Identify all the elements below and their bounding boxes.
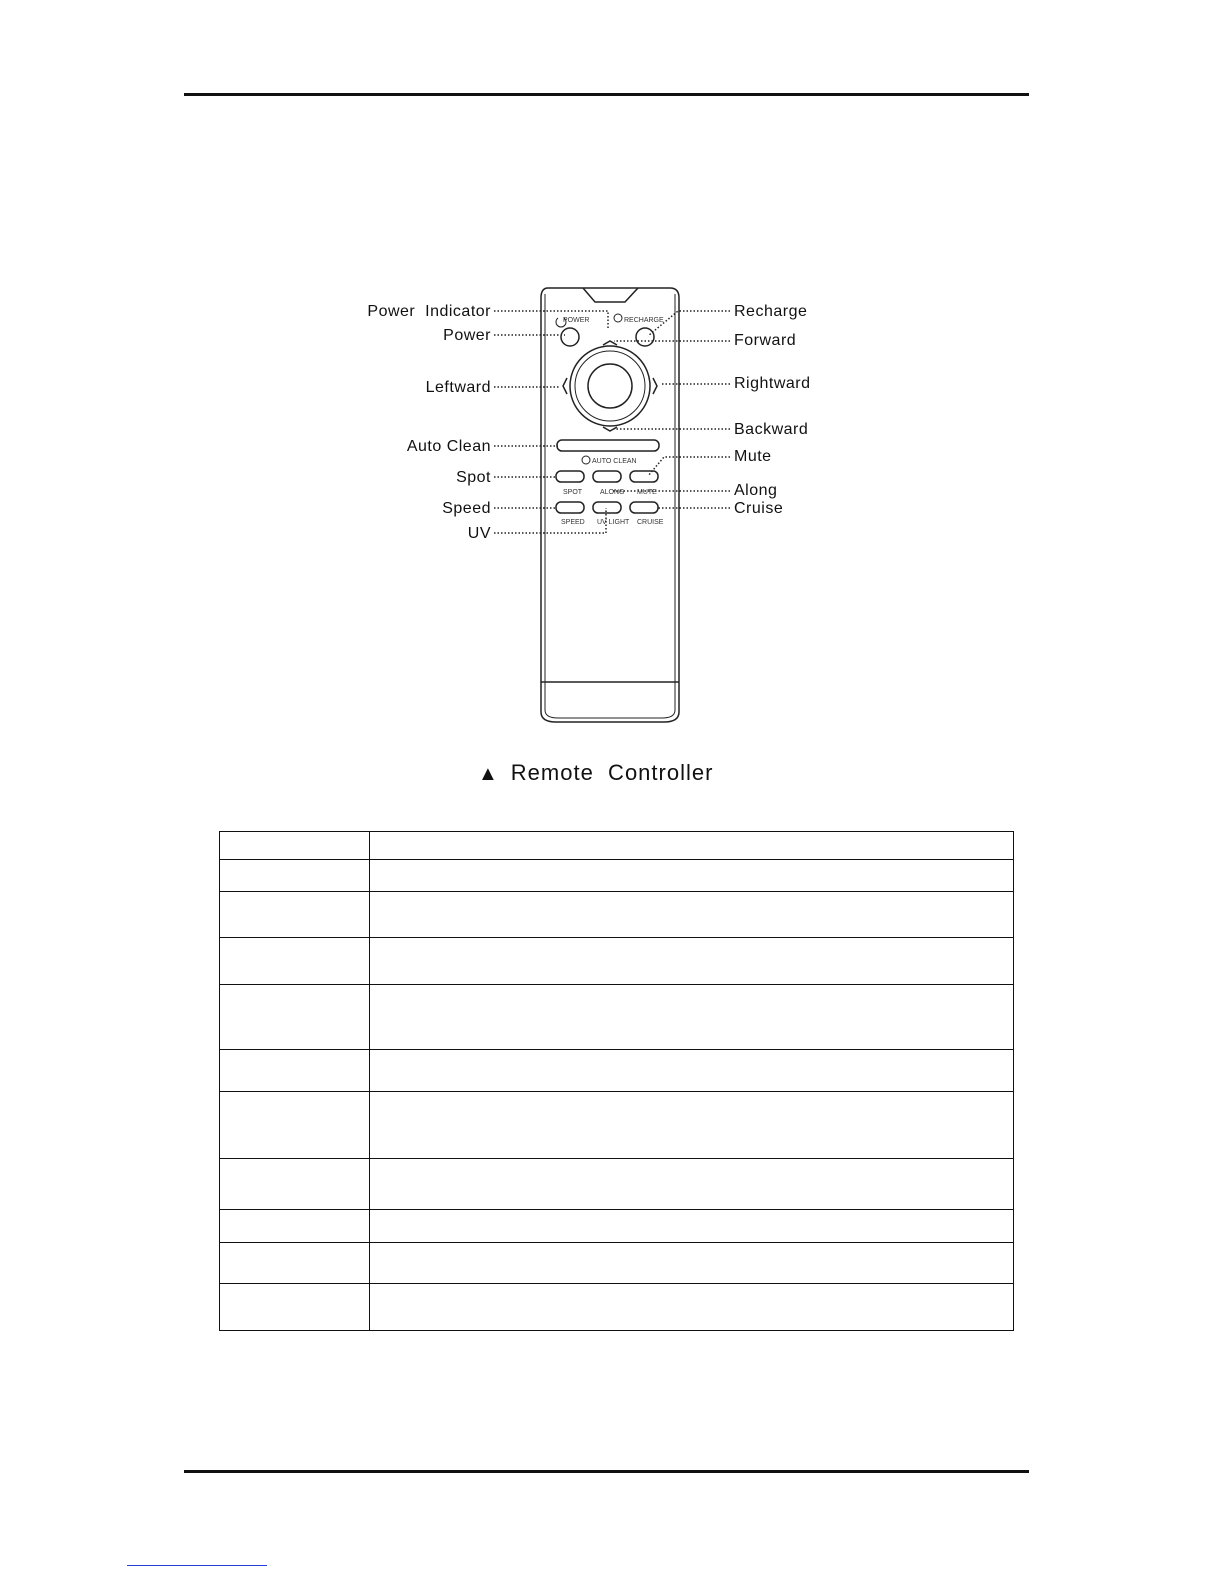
table-cell-text xyxy=(370,1050,1014,1092)
recharge-button-shape xyxy=(636,328,654,346)
remote-print-recharge: RECHARGE xyxy=(624,317,664,324)
remote-print-auto-clean: AUTO CLEAN xyxy=(592,458,637,465)
remote-print-along: ALONG xyxy=(600,489,625,496)
table-row xyxy=(220,832,1014,860)
table-row xyxy=(220,938,1014,985)
table-cell-text xyxy=(370,832,1014,860)
power-button-shape xyxy=(561,328,579,346)
table-row xyxy=(220,1210,1014,1243)
table-cell-label xyxy=(220,985,370,1050)
remote-print-cruise: CRUISE xyxy=(637,519,664,526)
callout-recharge: Recharge xyxy=(734,303,808,320)
callout-mute: Mute xyxy=(734,448,772,465)
remote-print-spot: SPOT xyxy=(563,489,583,496)
callout-backward: Backward xyxy=(734,421,809,438)
footer-rule xyxy=(184,1470,1029,1473)
callout-along: Along xyxy=(734,482,778,499)
table-cell-text xyxy=(370,1210,1014,1243)
figure-caption-text: Remote Controller xyxy=(510,760,714,785)
table-cell-text xyxy=(370,1159,1014,1210)
callout-auto-clean: Auto Clean xyxy=(406,438,491,455)
table-row xyxy=(220,860,1014,892)
table-cell-text xyxy=(370,985,1014,1050)
leader-uv xyxy=(494,508,606,533)
table-cell-label xyxy=(220,1243,370,1284)
leader-power-indicator xyxy=(494,311,608,328)
table-cell-text xyxy=(370,1092,1014,1159)
remote-print-mute: MUTE xyxy=(637,489,657,496)
dpad-center-button xyxy=(588,364,632,408)
table-cell-label xyxy=(220,892,370,938)
table-row xyxy=(220,1159,1014,1210)
table-cell-label xyxy=(220,1210,370,1243)
table-cell-label xyxy=(220,1050,370,1092)
table-row xyxy=(220,892,1014,938)
figure-caption xyxy=(478,760,713,786)
leader-mute xyxy=(648,457,730,476)
function-table xyxy=(219,831,1014,1331)
table-cell-text xyxy=(370,892,1014,938)
table-cell-label xyxy=(220,1284,370,1331)
header-rule xyxy=(184,93,1029,96)
callout-cruise: Cruise xyxy=(734,500,784,517)
table-row xyxy=(220,1092,1014,1159)
table-cell-label xyxy=(220,938,370,985)
table-cell-label xyxy=(220,1092,370,1159)
table-row xyxy=(220,1284,1014,1331)
callout-speed: Speed xyxy=(442,500,491,517)
callout-spot: Spot xyxy=(456,469,491,486)
dpad-outer-ring xyxy=(570,346,650,426)
table-cell-text xyxy=(370,1284,1014,1331)
table-row xyxy=(220,1243,1014,1284)
table-cell-text xyxy=(370,860,1014,892)
callout-leftward: Leftward xyxy=(425,379,491,396)
callout-rightward: Rightward xyxy=(734,375,811,392)
table-cell-label xyxy=(220,832,370,860)
remote-print-uv: UV LIGHT xyxy=(597,519,630,526)
remote-print-power: POWER xyxy=(563,317,590,324)
auto-clean-bar xyxy=(557,440,659,451)
table-row xyxy=(220,1050,1014,1092)
table-cell-text xyxy=(370,1243,1014,1284)
callout-power: Power xyxy=(443,327,491,344)
triangle-icon: ▲ xyxy=(478,763,499,785)
footer-link-underline[interactable] xyxy=(127,1565,267,1566)
remote-print-speed: SPEED xyxy=(561,519,585,526)
callout-forward: Forward xyxy=(734,332,797,349)
callout-power-indicator: Power Indicator xyxy=(367,303,491,320)
table-cell-label xyxy=(220,860,370,892)
table-row xyxy=(220,985,1014,1050)
table-cell-label xyxy=(220,1159,370,1210)
callout-uv: UV xyxy=(467,525,491,542)
table-cell-text xyxy=(370,938,1014,985)
